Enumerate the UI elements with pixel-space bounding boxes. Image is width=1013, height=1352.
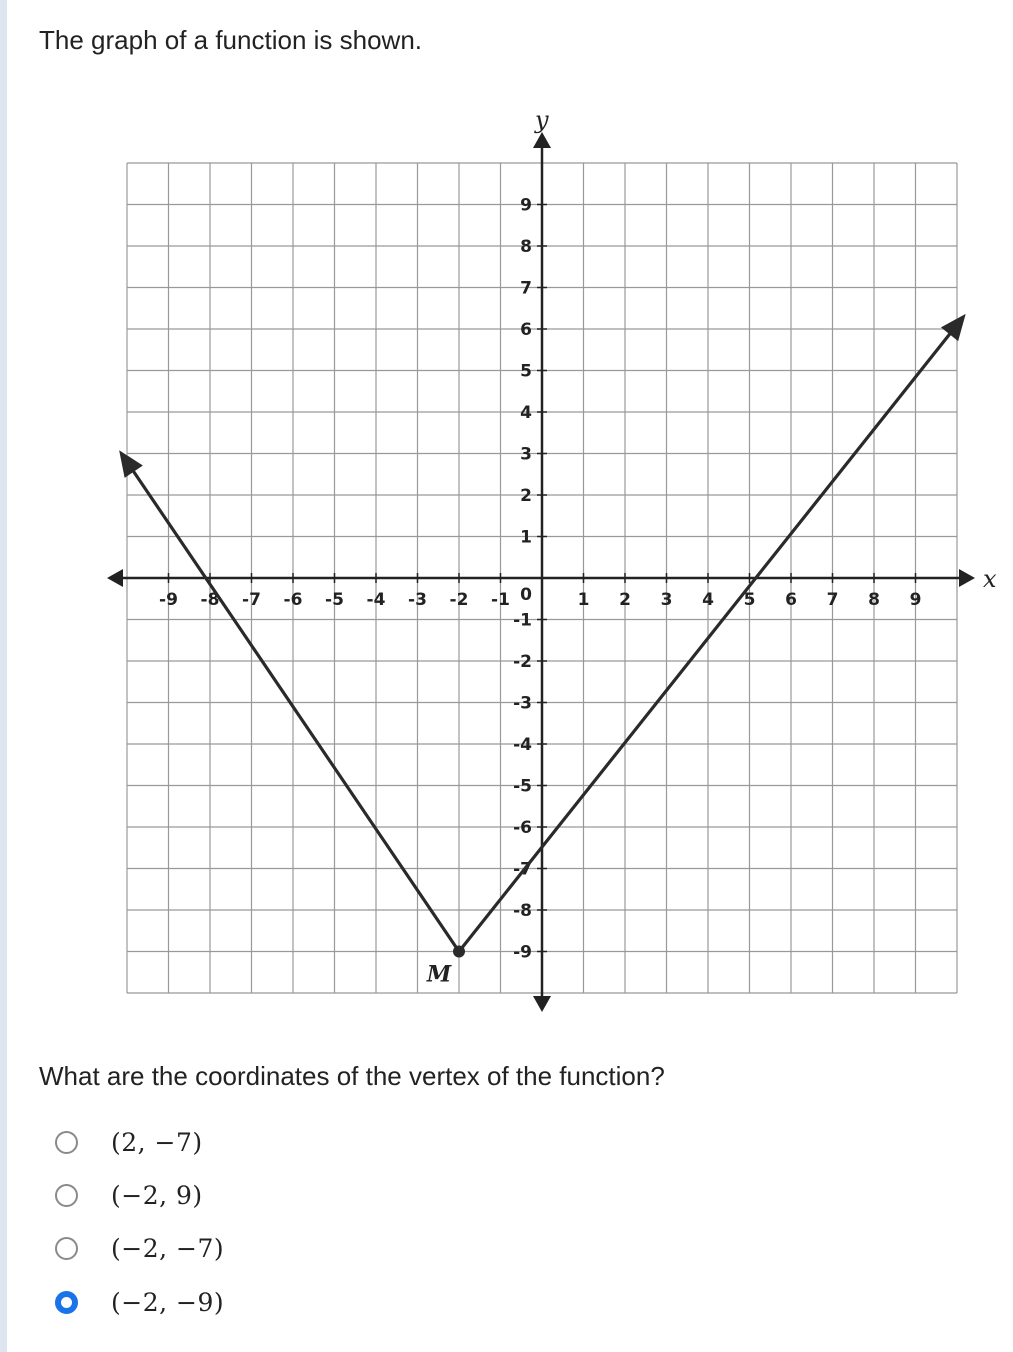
x-tick-label: 3	[660, 590, 673, 610]
x-tick-label: 7	[826, 590, 839, 610]
line-arrow-right	[941, 314, 966, 341]
choice-option-2[interactable]	[55, 1175, 455, 1215]
y-tick-label: -1	[513, 610, 532, 631]
y-tick-label: -4	[513, 735, 532, 755]
y-tick-label: 6	[520, 320, 532, 340]
y-tick-label: 3	[520, 444, 532, 465]
x-tick-label: -2	[449, 590, 469, 610]
x-tick-label: -4	[366, 590, 386, 610]
choice-label-4: (−2, −9)	[111, 1287, 225, 1317]
y-axis-arrow-bottom	[533, 996, 551, 1012]
x-tick-label: 5	[743, 590, 756, 610]
choice-label-3: (−2, −7)	[111, 1233, 225, 1263]
y-tick-label: -7	[513, 859, 532, 880]
x-tick-label: 8	[868, 590, 880, 610]
radio-button-3[interactable]	[55, 1237, 78, 1260]
y-tick-label: -5	[513, 776, 532, 797]
radio-button-1[interactable]	[55, 1131, 78, 1154]
y-tick-label: -9	[513, 942, 532, 963]
choice-option-3[interactable]	[55, 1228, 455, 1268]
x-axis-arrow-left	[107, 569, 123, 587]
y-axis-arrow-top	[533, 132, 551, 148]
x-axis-label: x	[983, 565, 997, 593]
y-tick-label: 8	[520, 237, 532, 257]
choice-option-1[interactable]	[55, 1122, 455, 1162]
y-tick-label: 1	[520, 527, 532, 548]
y-tick-label: 7	[520, 278, 532, 299]
choice-label-2: (−2, 9)	[111, 1180, 203, 1210]
x-tick-label: -3	[408, 590, 427, 610]
x-tick-label: -6	[283, 590, 303, 610]
y-axis-label: y	[535, 106, 549, 134]
question-text: What are the coordinates of the vertex of the function?	[39, 1061, 665, 1091]
y-tick-label: 4	[520, 403, 532, 423]
x-tick-label: -1	[491, 590, 510, 610]
line-arrow-left	[119, 450, 143, 478]
choice-option-4[interactable]	[55, 1282, 455, 1322]
x-tick-label: 1	[577, 590, 590, 610]
x-tick-label: 9	[909, 590, 922, 610]
x-axis-arrow-right	[959, 569, 975, 587]
function-graph	[0, 100, 1013, 1020]
x-tick-label: -9	[159, 590, 178, 610]
x-tick-label: -5	[325, 590, 344, 610]
y-tick-label: 5	[520, 361, 532, 382]
y-tick-label: 2	[520, 486, 532, 506]
vertex-point	[453, 946, 465, 958]
choice-label-1: (2, −7)	[111, 1127, 203, 1157]
prompt-text: The graph of a function is shown.	[39, 25, 423, 55]
y-tick-label: -6	[513, 818, 532, 838]
y-tick-label: -3	[513, 693, 532, 714]
radio-button-2[interactable]	[55, 1184, 78, 1207]
y-tick-label: 9	[520, 195, 532, 216]
y-tick-label: -8	[513, 901, 532, 921]
x-tick-label: -8	[200, 590, 220, 610]
x-tick-label: 6	[785, 590, 797, 610]
x-tick-label: 4	[702, 590, 714, 610]
y-tick-label: -2	[513, 652, 532, 672]
origin-label: 0	[520, 585, 532, 605]
radio-button-4[interactable]	[55, 1291, 78, 1314]
x-tick-label: 2	[619, 590, 631, 610]
vertex-label: M	[426, 961, 452, 988]
axes	[107, 106, 997, 1012]
x-tick-label: -7	[242, 590, 261, 610]
